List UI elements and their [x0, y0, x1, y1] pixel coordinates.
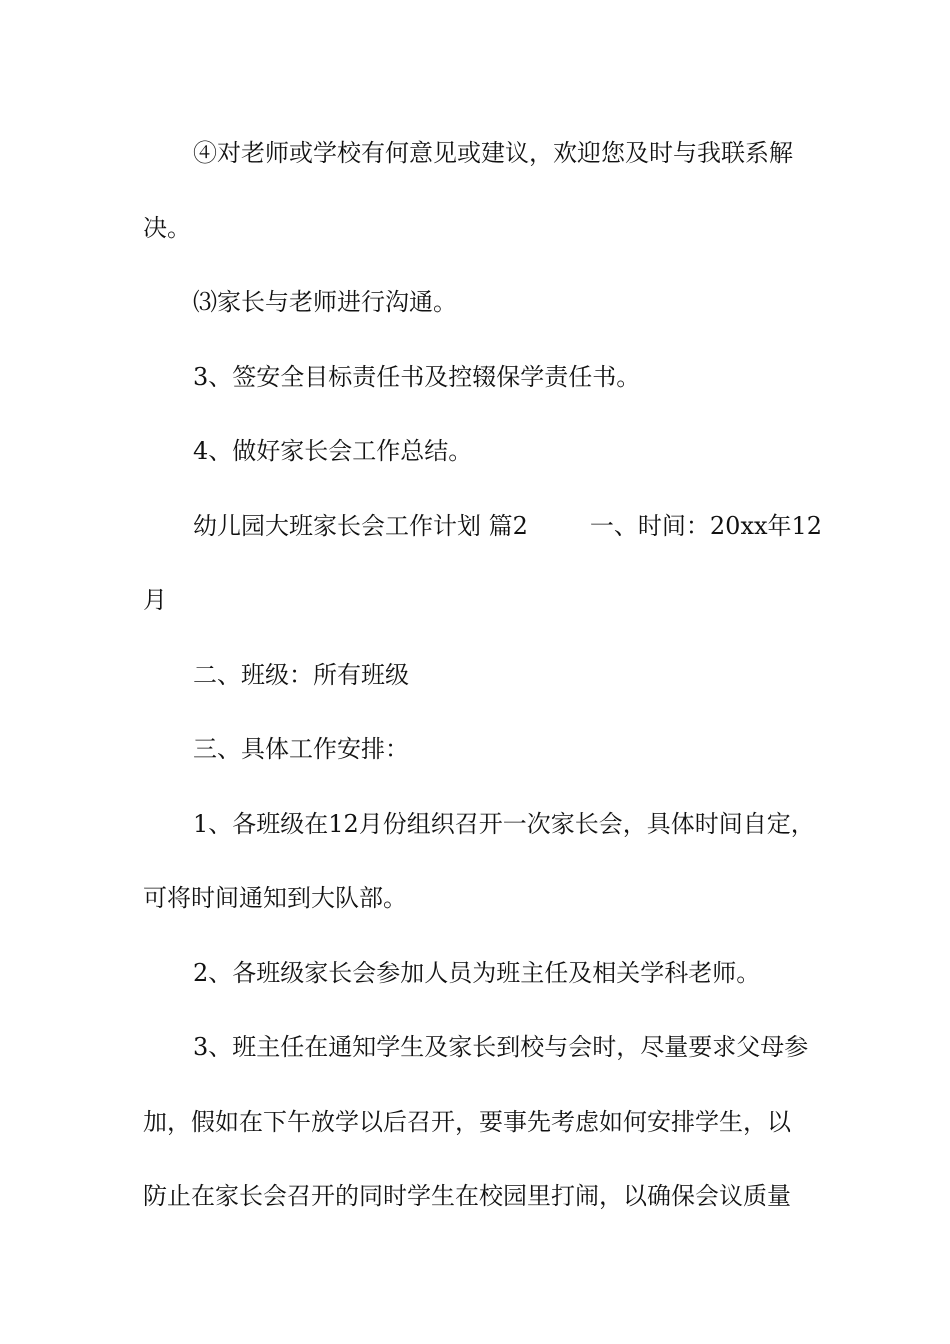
- paragraph-line: 加，假如在下午放学以后召开，要事先考虑如何安排学生，以: [143, 1108, 791, 1136]
- paragraph-line: 二、班级：所有班级: [193, 661, 409, 689]
- paragraph-line: 三、具体工作安排：: [193, 735, 409, 763]
- paragraph-line: 2、各班级家长会参加人员为班主任及相关学科老师。: [193, 959, 761, 987]
- paragraph-line: 3、班主任在通知学生及家长到校与会时，尽量要求父母参: [193, 1033, 809, 1061]
- section-title: 幼儿园大班家长会工作计划 篇2: [193, 512, 528, 540]
- paragraph-line: 1、各班级在12月份组织召开一次家长会，具体时间自定，: [193, 810, 815, 838]
- paragraph-line: 防止在家长会召开的同时学生在校园里打闹，以确保会议质量: [143, 1182, 791, 1210]
- paragraph-line: 决。: [143, 214, 191, 242]
- paragraph-line: 可将时间通知到大队部。: [143, 884, 407, 912]
- paragraph-line: ④对老师或学校有何意见或建议，欢迎您及时与我联系解: [193, 139, 793, 167]
- time-item: 一、时间：20xx年12: [589, 512, 823, 540]
- paragraph-line: 月: [143, 586, 167, 614]
- paragraph-line: 3、签安全目标责任书及控辍保学责任书。: [193, 363, 641, 391]
- paragraph-line: 4、做好家长会工作总结。: [193, 437, 473, 465]
- section-heading-line: [193, 511, 822, 541]
- paragraph-line: ⑶家长与老师进行沟通。: [193, 288, 457, 316]
